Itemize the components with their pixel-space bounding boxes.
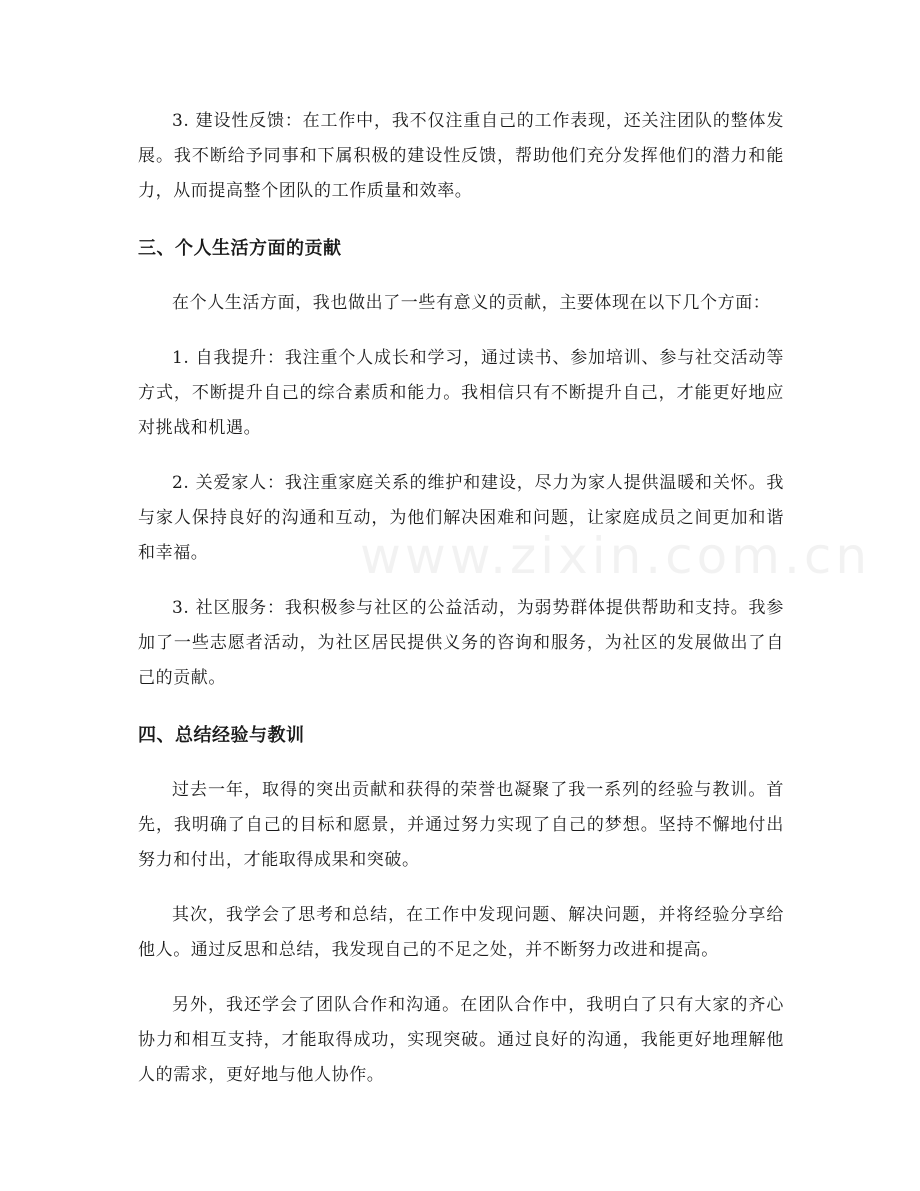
paragraph-lessons-third: 另外，我还学会了团队合作和沟通。在团队合作中，我明白了只有大家的齐心协力和相互支持，才能取得成功，实现突破。通过良好的沟通，我能更好地理解他人的需求，更好地与他人协作。 xyxy=(138,995,784,1085)
document-body xyxy=(138,104,784,1093)
paragraph-personal-life-intro: 在个人生活方面，我也做出了一些有意义的贡献，主要体现在以下几个方面： xyxy=(172,293,771,313)
paragraph-family-care: 2. 关爱家人：我注重家庭关系的维护和建设，尽力为家人提供温暖和关怀。我与家人保持良好的沟通和互动，为他们解决困难和问题，让家庭成员之间更加和谐和幸福。 xyxy=(138,473,784,563)
paragraph-lessons-second: 其次，我学会了思考和总结，在工作中发现问题、解决问题，并将经验分享给他人。通过反思和总结，我发现自己的不足之处，并不断努力改进和提高。 xyxy=(138,905,784,960)
section-heading-lessons: 四、总结经验与教训 xyxy=(138,725,305,746)
paragraph-community-service: 3. 社区服务：我积极参与社区的公益活动，为弱势群体提供帮助和支持。我参加了一些志愿者活动，为社区居民提供义务的咨询和服务，为社区的发展做出了自己的贡献。 xyxy=(138,598,784,688)
paragraph-constructive-feedback: 3. 建设性反馈：在工作中，我不仅注重自己的工作表现，还关注团队的整体发展。我不断给予同事和下属积极的建设性反馈，帮助他们充分发挥他们的潜力和能力，从而提高整个团队的工作质量和效率。 xyxy=(138,111,784,201)
section-heading-personal-life: 三、个人生活方面的贡献 xyxy=(138,238,342,259)
watermark: www.zixin.com.cn xyxy=(360,527,872,585)
paragraph-self-improvement: 1. 自我提升：我注重个人成长和学习，通过读书、参加培训、参与社交活动等方式，不断提升自己的综合素质和能力。我相信只有不断提升自己，才能更好地应对挑战和机遇。 xyxy=(138,348,784,438)
paragraph-lessons-first: 过去一年，取得的突出贡献和获得的荣誉也凝聚了我一系列的经验与教训。首先，我明确了自己的目标和愿景，并通过努力实现了自己的梦想。坚持不懈地付出努力和付出，才能取得成果和突破。 xyxy=(138,780,784,870)
